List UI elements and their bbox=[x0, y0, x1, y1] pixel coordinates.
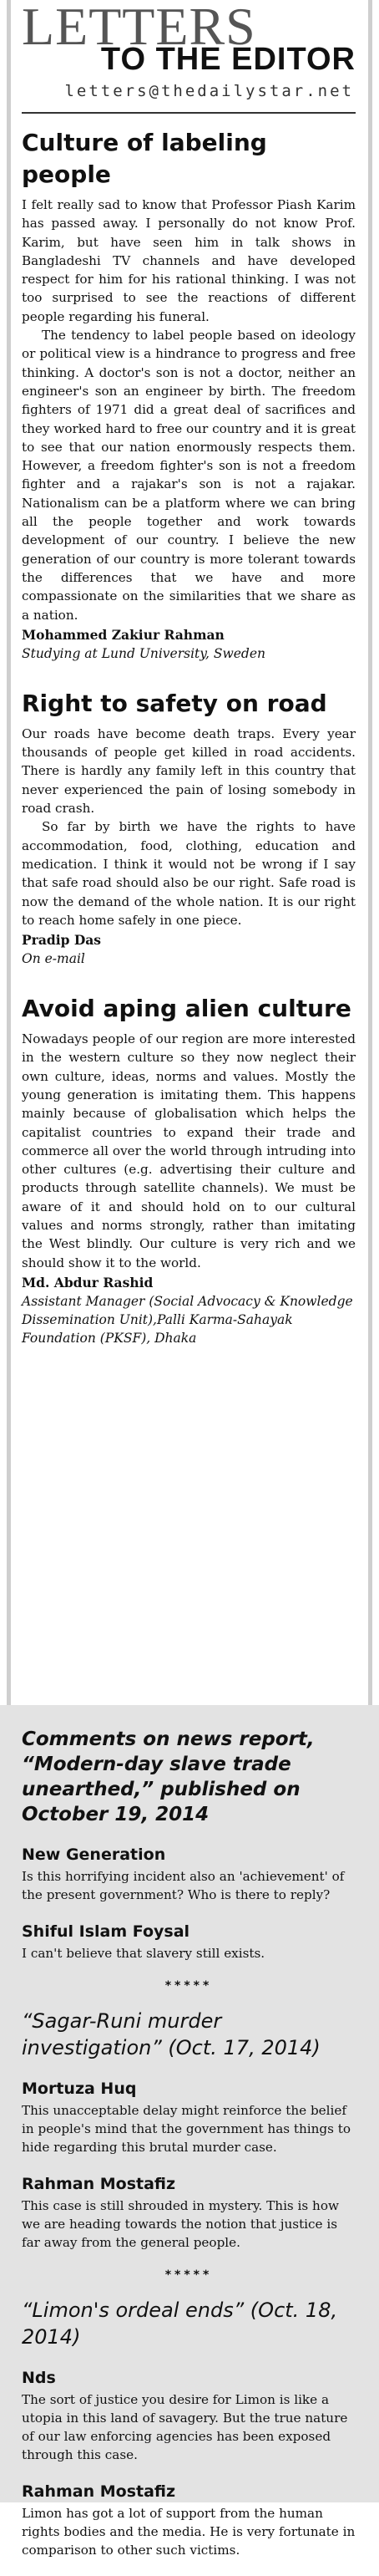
commenter-name: Nds bbox=[22, 2369, 56, 2387]
letter-author: Md. Abdur Rashid bbox=[22, 1274, 154, 1291]
letter bbox=[22, 127, 356, 663]
comments-heading: Comments on news report, “Modern-day slave trade unearthed,” published on October 19, 2014 bbox=[22, 1728, 315, 1825]
letter-body bbox=[22, 725, 356, 929]
masthead bbox=[22, 2, 356, 110]
section-separator: ***** bbox=[164, 2268, 213, 2282]
commenter-name: New Generation bbox=[22, 1845, 166, 1864]
comment-text: Limon has got a lot of support from the human rights bodies and the media. He is very fortunate in comparison to other such victims. bbox=[22, 2506, 356, 2558]
masthead-divider bbox=[22, 112, 356, 114]
letter-body bbox=[22, 196, 356, 624]
letter-author: Pradip Das bbox=[22, 932, 102, 949]
comment bbox=[22, 2481, 356, 2559]
letter-paragraph: Our roads have become death traps. Every year thousands of people get killed in road accidents. There is hardly any family left in this country that never experienced the pain of losing somebody in road crash. bbox=[22, 725, 356, 817]
letter bbox=[22, 688, 356, 968]
letter-paragraph: The tendency to label people based on ideology or political view is a hindrance to progress and free thinking. A doctor's son is not a doctor, neither an engineer's son an engineer by birth. The freedom fighters of 1971 did a great deal of sacrifices and they worked hard to free our country and it is great to see that our nation enormously respects them. However, a freedom fighter's son is not a freedom fighter and a rajakar's son is not a rajakar. Nationalism can be a platform where we can bring all the people together and work towards development of our country. I believe the new generation of our country is more tolerant towards the differences that we have and more compassionate on the similarities that we share as a nation. bbox=[22, 328, 356, 623]
commenter-name: Rahman Mostafiz bbox=[22, 2482, 176, 2501]
letter-title: Culture of labeling people bbox=[22, 129, 267, 188]
commenter-name: Mortuza Huq bbox=[22, 2080, 137, 2098]
comments-subheading: “Sagar-Runi murder investigation” (Oct. 17, 2014) bbox=[22, 2009, 321, 2059]
comments-column bbox=[22, 1727, 356, 2576]
comment bbox=[22, 2367, 356, 2464]
comment-text: The sort of justice you desire for Limon is like a utopia in this land of savagery. But the true nature of our law enforcing agencies has been exposed through this case. bbox=[22, 2392, 348, 2462]
letter-paragraph: Nowadays people of our region are more interested in the western culture so they now neglect their own culture, ideas, norms and values. Mostly the young generation is imitating them. This happens mainly because of globalisation which helps the capitalist countries to expand their trade and commerce all over the world through intruding into other cultures (e.g. advertising their culture and products through satellite channels). We must be aware of it and should hold on to our cultural values and norms strongly, rather than imitating the West blindly. Our culture is very rich and we should show it to the world. bbox=[22, 1031, 356, 1270]
masthead-title: LETTERS bbox=[22, 0, 256, 56]
comment bbox=[22, 2173, 356, 2252]
letter-title: Avoid aping alien culture bbox=[22, 995, 351, 1023]
letter-paragraph: So far by birth we have the rights to have accommodation, food, clothing, education and medication. I think it would not be wrong if I say that safe road should also be our right. Safe road is now the demand of the whole nation. It is our right to reach home safely in one piece. bbox=[22, 819, 356, 928]
comment bbox=[22, 1921, 356, 1963]
editor-email-link[interactable]: letters@thedailystar.net bbox=[64, 82, 354, 100]
comment-text: I can't believe that slavery still exists. bbox=[22, 1946, 265, 1961]
commenter-name: Rahman Mostafiz bbox=[22, 2175, 176, 2193]
letter-affiliation: Assistant Manager (Social Advocacy & Knowledge Dissemination Unit),Palli Karma-Sahayak Foundation (PKSF), Dhaka bbox=[22, 1293, 353, 1346]
letter-paragraph: I felt really sad to know that Professor Piash Karim has passed away. I personally do not know Prof. Karim, but have seen him in talk shows in Bangladeshi TV channels and have developed respect for him for his rational thinking. I was not too surprised to see the reactions of different people regarding his funeral. bbox=[22, 197, 356, 324]
letter-author: Mohammed Zakiur Rahman bbox=[22, 626, 225, 643]
letter-body bbox=[22, 1030, 356, 1272]
letter bbox=[22, 993, 356, 1347]
masthead-subtitle: TO THE EDITOR bbox=[100, 42, 356, 77]
letter-title: Right to safety on road bbox=[22, 689, 327, 717]
letters-column bbox=[22, 127, 356, 1372]
comment bbox=[22, 2078, 356, 2156]
comment-text: This case is still shrouded in mystery. This is how we are heading towards the notion that justice is far away from the general people. bbox=[22, 2198, 339, 2250]
comment-text: Is this horrifying incident also an 'achievement' of the present government? Who is there to reply? bbox=[22, 1869, 345, 1902]
comments-subheading: “Limon's ordeal ends” (Oct. 18, 2014) bbox=[22, 2299, 338, 2349]
letter-affiliation: On e-mail bbox=[22, 951, 85, 967]
comment bbox=[22, 1844, 356, 1904]
comment-text: This unacceptable delay might reinforce the belief in people's mind that the government has things to hide regarding this brutal murder case. bbox=[22, 2103, 351, 2155]
commenter-name: Shiful Islam Foysal bbox=[22, 1922, 190, 1941]
letter-affiliation: Studying at Lund University, Sweden bbox=[22, 645, 265, 661]
section-separator: ***** bbox=[164, 1979, 213, 1993]
